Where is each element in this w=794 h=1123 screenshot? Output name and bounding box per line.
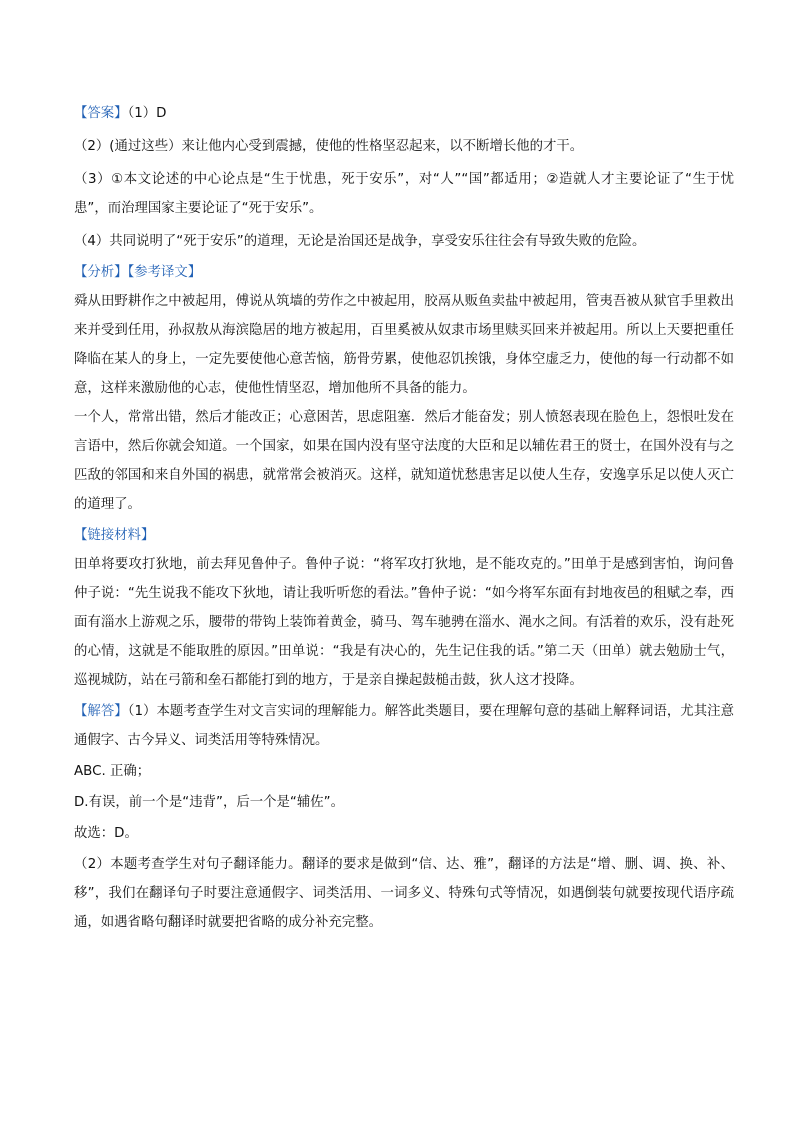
solution-1: （1）本题考查学生对文言实词的理解能力。解答此类题目，要在理解句意的基础上解释词语，尤其注意通假字、古今异义、词类活用等特殊情况。 (74, 704, 734, 748)
solution-2: ABC. 正确； (74, 764, 151, 779)
answer-block (74, 99, 734, 128)
answer-4: （4）共同说明了“死于安乐”的道理，无论是治国还是战争，享受安乐往往会有导致失败的危险。 (74, 234, 646, 249)
link-paragraph: 田单将要攻打狄地，前去拜见鲁仲子。鲁仲子说：“将军攻打狄地，是不能攻克的。”田单于是感到害怕，询问鲁仲子说：“先生说我不能攻下狄地，请让我听听您的看法。”鲁仲子说：“如今将军东面有封地夜邑的租赋之奉，西面有淄水上游观之乐，腰带的带钩上装饰着黄金，骑马、驾车驰骋在淄水、渑水之间。有活着的欢乐，没有赴死的心情，这就是不能取胜的原因。”田单说：“我是有决心的，先生记住我的话。”第二天（田单）就去勉励士气，巡视城防，站在弓箭和垒石都能打到的地方，于是亲自操起鼓槌击鼓，狄人这才投降。 (74, 557, 734, 688)
answer-1: （1）D (127, 106, 167, 121)
solution-5: （2）本题考查学生对句子翻译能力。翻译的要求是做到“信、达、雅”，翻译的方法是“增、删、调、换、补、移”，我们在翻译句子时要注意通假字、词类活用、一词多义、特殊句式等情况，如遇倒装句就要按现代语序疏通，如遇省略句翻译时就要把省略的成分补充完整。 (74, 857, 734, 930)
solution-label: 【解答】 (74, 704, 128, 719)
link-label: 【链接材料】 (74, 528, 155, 543)
document-body (74, 99, 734, 937)
solution-4: 故选：D。 (74, 826, 138, 841)
answer-3: （3）①本文论述的中心论点是“生于忧患，死于安乐”，对“人”“国”都适用；②造就人才主要论证了“生于忧患”，而治理国家主要论证了“死于安乐”。 (74, 172, 734, 216)
analysis-paragraph-1: 舜从田野耕作之中被起用，傅说从筑墙的劳作之中被起用，胶鬲从贩鱼卖盐中被起用，管夷吾被从狱官手里救出来并受到任用，孙叔敖从海滨隐居的地方被起用，百里奚被从奴隶市场里赎买回来并被起用。所以上天要把重任降临在某人的身上，一定先要使他心意苦恼，筋骨劳累，使他忍饥挨饿，身体空虚乏力，使他的每一行动都不如意，这样来激励他的心志，使他性情坚忍，增加他所不具备的能力。 (74, 294, 734, 396)
analysis-paragraph-2: 一个人，常常出错，然后才能改正；心意困苦，思虑阻塞．然后才能奋发；别人愤怒表现在脸色上，怨恨吐发在言语中，然后你就会知道。一个国家，如果在国内没有坚守法度的大臣和足以辅佐君王的贤士，在国外没有与之匹敌的邻国和来自外国的祸患，就常常会被消灭。这样，就知道忧愁患害足以使人生存，安逸享乐足以使人灭亡的道理了。 (74, 410, 734, 512)
answer-2: （2）(通过这些）来让他内心受到震撼，使他的性格坚忍起来，以不断增长他的才干。 (74, 139, 584, 154)
solution-3: D.有误，前一个是“违背”，后一个是“辅佐”。 (74, 795, 344, 810)
answer-label: 【答案】 (74, 106, 128, 121)
solution-block-1 (74, 697, 734, 755)
analysis-label: 【分析】【参考译文】 (74, 265, 202, 280)
